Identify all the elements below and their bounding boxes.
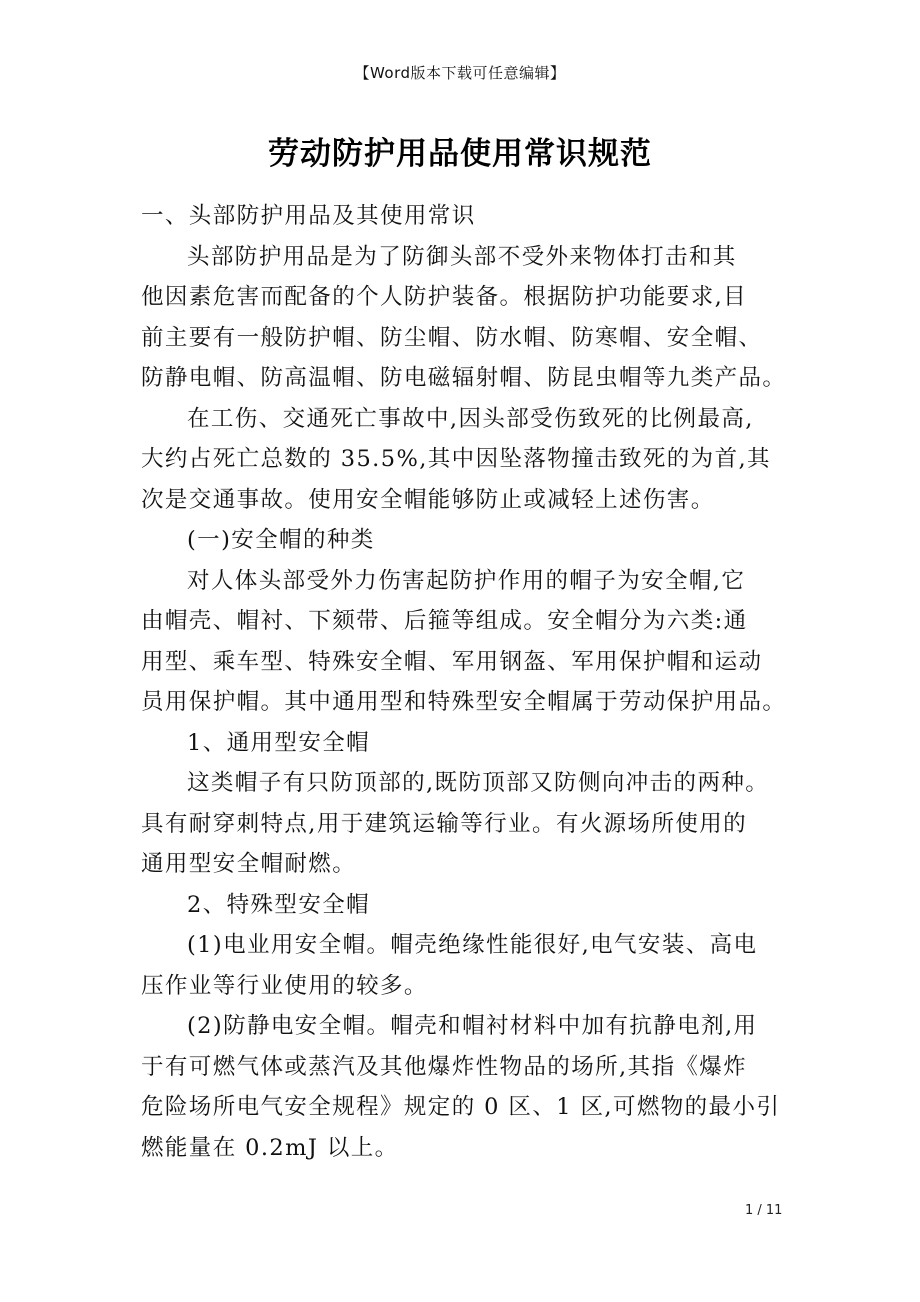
section-heading: 一、头部防护用品及其使用常识 bbox=[141, 203, 476, 229]
page-number: 1 / 11 bbox=[745, 1203, 783, 1218]
paragraph-line: 对人体头部受外力伤害起防护作用的帽子为安全帽,它 bbox=[187, 567, 746, 594]
paragraph-line: 于有可燃气体或蒸汽及其他爆炸性物品的场所,其指《爆炸 bbox=[141, 1053, 748, 1080]
paragraph-line: 在工伤、交通死亡事故中,因头部受伤致死的比例最高, bbox=[187, 405, 754, 432]
paragraph-line: 前主要有一般防护帽、防尘帽、防水帽、防寒帽、安全帽、 bbox=[141, 324, 763, 351]
download-note-header: 【Word版本下载可任意编辑】 bbox=[354, 64, 566, 82]
paragraph-line: 他因素危害而配备的个人防护装备。根据防护功能要求,目 bbox=[141, 284, 748, 310]
paragraph-line: 由帽壳、帽衬、下颏带、后箍等组成。安全帽分为六类:通 bbox=[141, 608, 748, 634]
paragraph-line: 用型、乘车型、特殊安全帽、军用钢盔、军用保护帽和运动 bbox=[141, 648, 763, 675]
paragraph-line: (2)防静电安全帽。帽壳和帽衬材料中加有抗静电剂,用 bbox=[187, 1013, 758, 1039]
paragraph-line: (1)电业用安全帽。帽壳绝缘性能很好,电气安装、高电 bbox=[187, 932, 758, 958]
paragraph-line: 头部防护用品是为了防御头部不受外来物体打击和其 bbox=[187, 243, 737, 270]
document-body bbox=[141, 196, 801, 1168]
paragraph-line: 通用型安全帽耐燃。 bbox=[141, 851, 357, 877]
paragraph-line: 燃能量在 0.2mJ 以上。 bbox=[141, 1134, 399, 1161]
paragraph-line: 防静电帽、防高温帽、防电磁辐射帽、防昆虫帽等九类产品。 bbox=[141, 365, 787, 391]
paragraph-line: 危险场所电气安全规程》规定的 0 区、1 区,可燃物的最小引 bbox=[141, 1094, 781, 1120]
paragraph-line: 大约占死亡总数的 35.5%,其中因坠落物撞击致死的为首,其 bbox=[141, 446, 771, 472]
paragraph-line: 员用保护帽。其中通用型和特殊型安全帽属于劳动保护用品。 bbox=[141, 689, 787, 715]
subsection-heading: (一)安全帽的种类 bbox=[187, 527, 375, 553]
document-title: 劳动防护用品使用常识规范 bbox=[268, 136, 652, 172]
paragraph-line: 这类帽子有只防顶部的,既防顶部又防侧向冲击的两种。 bbox=[187, 770, 770, 796]
subsection-heading: 1、通用型安全帽 bbox=[187, 729, 371, 756]
paragraph-line: 具有耐穿刺特点,用于建筑运输等行业。有火源场所使用的 bbox=[141, 810, 748, 837]
paragraph-line: 压作业等行业使用的较多。 bbox=[141, 972, 428, 999]
paragraph-line: 次是交通事故。使用安全帽能够防止或减轻上述伤害。 bbox=[141, 486, 715, 513]
subsection-heading: 2、特殊型安全帽 bbox=[187, 891, 371, 918]
